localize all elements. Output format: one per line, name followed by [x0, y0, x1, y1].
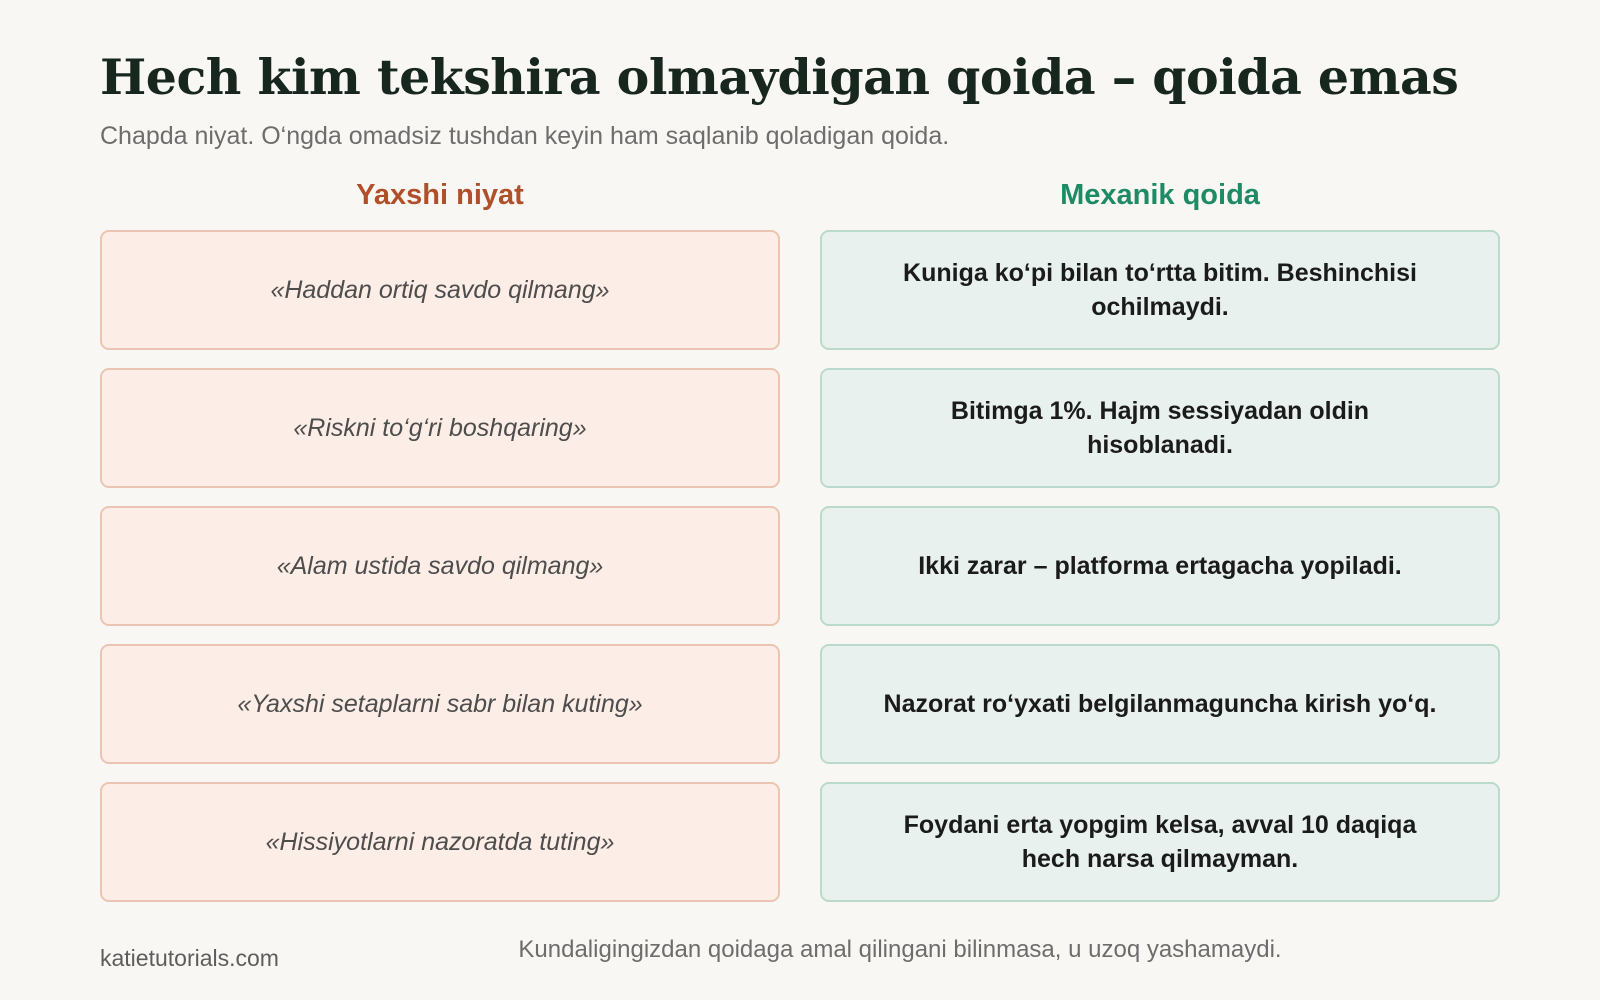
rule-card	[820, 506, 1500, 626]
footer-note: Kundaligingizdan qoidaga amal qilingani bilinmasa, u uzoq yashamaydi.	[518, 936, 1282, 963]
intent-card	[100, 368, 780, 488]
page-subtitle: Chapda niyat. O‘ngda omadsiz tushdan keyin ham saqlanib qoladigan qoida.	[100, 122, 950, 150]
rule-column-heading: Mexanik qoida	[1060, 179, 1260, 211]
rule-card	[820, 782, 1500, 902]
page-title: Hech kim tekshira olmaydigan qoida – qoida emas	[100, 48, 1459, 106]
intent-column-heading: Yaxshi niyat	[356, 179, 524, 211]
rule-card	[820, 644, 1500, 764]
intent-text: «Riskni to‘g‘ri boshqaring»	[293, 414, 587, 442]
intent-card	[100, 506, 780, 626]
intent-text: «Hissiyotlarni nazoratda tuting»	[265, 828, 615, 856]
intent-text: «Yaxshi setaplarni sabr bilan kuting»	[237, 690, 643, 718]
rule-text: Kuniga ko‘pi bilan to‘rtta bitim. Beshinchisi ochilmaydi.	[903, 259, 1417, 321]
intent-text: «Haddan ortiq savdo qilmang»	[270, 276, 610, 304]
rule-card	[820, 368, 1500, 488]
rule-text: Ikki zarar – platforma ertagacha yopiladi.	[918, 552, 1402, 580]
rule-text: Foydani erta yopgim kelsa, avval 10 daqiqa hech narsa qilmayman.	[903, 811, 1417, 873]
rule-text: Nazorat ro‘yxati belgilanmaguncha kirish yo‘q.	[883, 690, 1437, 718]
intent-card	[100, 782, 780, 902]
intent-column	[100, 230, 780, 902]
rule-card	[820, 230, 1500, 350]
rule-column	[820, 230, 1500, 902]
footer-site: katietutorials.com	[100, 945, 279, 971]
intent-card	[100, 230, 780, 350]
rule-text: Bitimga 1%. Hajm sessiyadan oldin hisoblanadi.	[950, 397, 1370, 459]
intent-text: «Alam ustida savdo qilmang»	[276, 552, 604, 580]
intent-card	[100, 644, 780, 764]
